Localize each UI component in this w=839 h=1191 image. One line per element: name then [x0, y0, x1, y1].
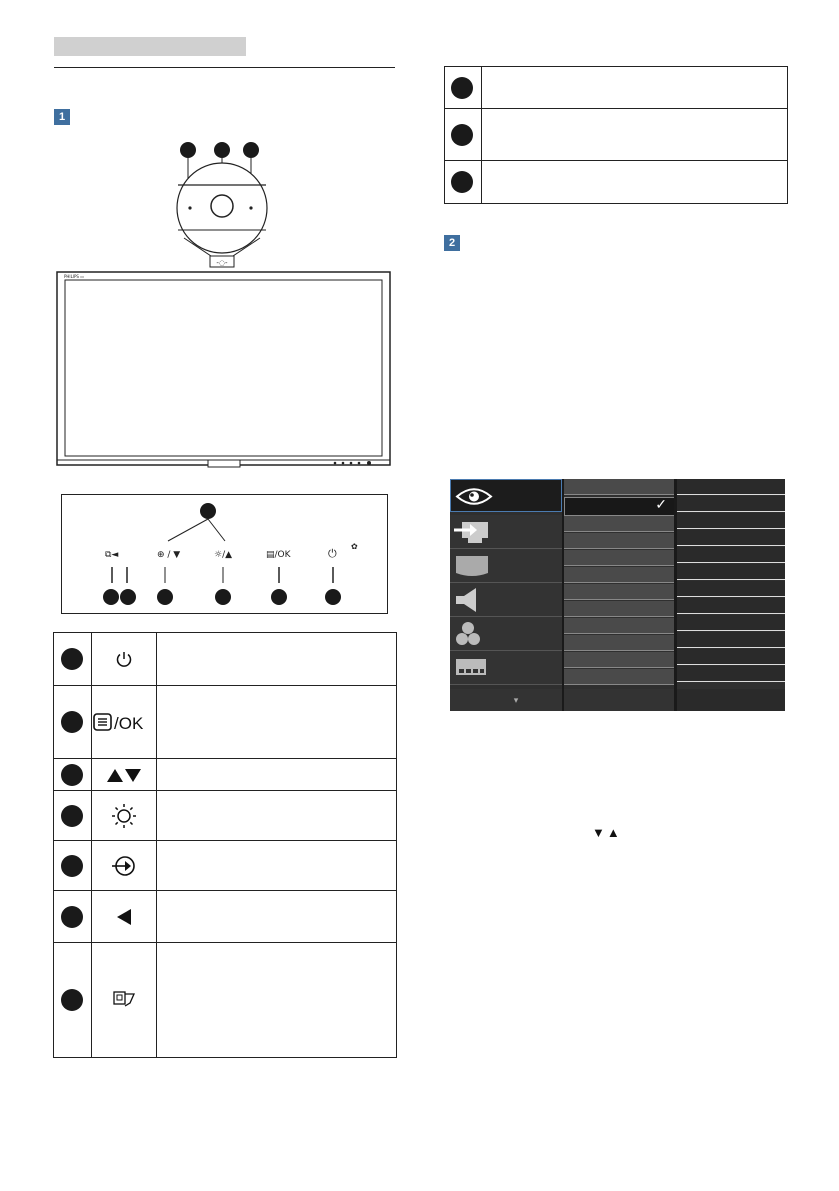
input-icon	[111, 855, 137, 877]
row-number-dot	[61, 711, 83, 733]
callout-row-2	[445, 109, 787, 161]
callout-3	[243, 142, 259, 158]
buttons-panel-drawing	[61, 494, 388, 614]
color-icon	[454, 620, 492, 648]
row-number-dot	[61, 648, 83, 670]
power-icon	[115, 650, 133, 668]
osd-menu	[450, 479, 785, 711]
row-number-dot	[61, 989, 83, 1011]
eye-icon	[455, 484, 493, 509]
callout-arrows	[200, 503, 216, 519]
brightness-icon	[111, 803, 137, 829]
callout-2	[214, 142, 230, 158]
button-legend-table	[53, 632, 397, 1058]
svg-text:✿: ✿	[351, 542, 358, 551]
callout-back	[120, 589, 136, 605]
callout-row-3	[445, 161, 787, 203]
callout-brightness	[215, 589, 231, 605]
svg-text:⏻: ⏻	[328, 547, 337, 560]
osd-cat-smartimage[interactable]	[450, 479, 562, 512]
svg-text:⧉◄: ⧉◄	[105, 550, 119, 560]
back-arrow-icon	[116, 908, 132, 926]
callout-row-1	[445, 67, 787, 109]
speaker-icon	[454, 586, 492, 614]
row-number-dot	[61, 855, 83, 877]
legend-row-power	[54, 633, 396, 686]
row-number-dot	[451, 124, 473, 146]
monitor-diagram	[52, 138, 397, 473]
svg-text:/OK: /OK	[113, 714, 143, 733]
legend-row-brightness	[54, 791, 396, 841]
osd-selected-option[interactable]	[564, 497, 676, 516]
legend-row-input	[54, 841, 396, 891]
menu-ok-icon	[93, 711, 155, 733]
svg-text:⊕ / ▼: ⊕ / ▼	[157, 550, 181, 560]
legend-row-back	[54, 891, 396, 943]
osd-cat-input[interactable]	[450, 515, 562, 549]
up-down-arrows-icon	[106, 767, 142, 783]
osd-cat-picture[interactable]	[450, 549, 562, 583]
svg-text:▤/OK: ▤/OK	[266, 550, 291, 560]
svg-text:-◌-: -◌-	[216, 259, 228, 267]
svg-text:☼/▲: ☼/▲	[214, 550, 233, 560]
osd-cat-color[interactable]	[450, 617, 562, 651]
down-arrow-icon: ▾	[513, 695, 519, 705]
row-number-dot	[451, 171, 473, 193]
input-monitor-icon	[454, 518, 492, 546]
callout-1	[180, 142, 196, 158]
callout-menu	[271, 589, 287, 605]
osd-cat-language[interactable]	[450, 651, 562, 685]
language-icon	[454, 657, 492, 679]
smartimage-icon	[113, 990, 135, 1010]
check-icon: ✓	[655, 496, 667, 512]
svg-text:PHILIPS ▭: PHILIPS ▭	[64, 274, 85, 279]
osd-scroll-down[interactable]	[450, 689, 562, 711]
row-number-dot	[61, 906, 83, 928]
section-badge-1: 1	[54, 109, 70, 125]
row-number-dot	[451, 77, 473, 99]
callout-smartimage	[103, 589, 119, 605]
section-badge-2: 2	[444, 235, 460, 251]
row-number-dot	[61, 805, 83, 827]
picture-icon	[454, 553, 492, 579]
legend-row-menu-ok	[54, 686, 396, 759]
header-bar	[54, 37, 246, 56]
osd-cat-audio[interactable]	[450, 583, 562, 617]
callout-input	[157, 589, 173, 605]
callout-power	[325, 589, 341, 605]
header-rule	[54, 67, 395, 68]
legend-row-arrows	[54, 759, 396, 791]
callout-legend-table	[444, 66, 788, 204]
row-number-dot	[61, 764, 83, 786]
down-up-arrows-icon: ▼▲	[592, 825, 622, 840]
legend-row-smartimage	[54, 943, 396, 1057]
